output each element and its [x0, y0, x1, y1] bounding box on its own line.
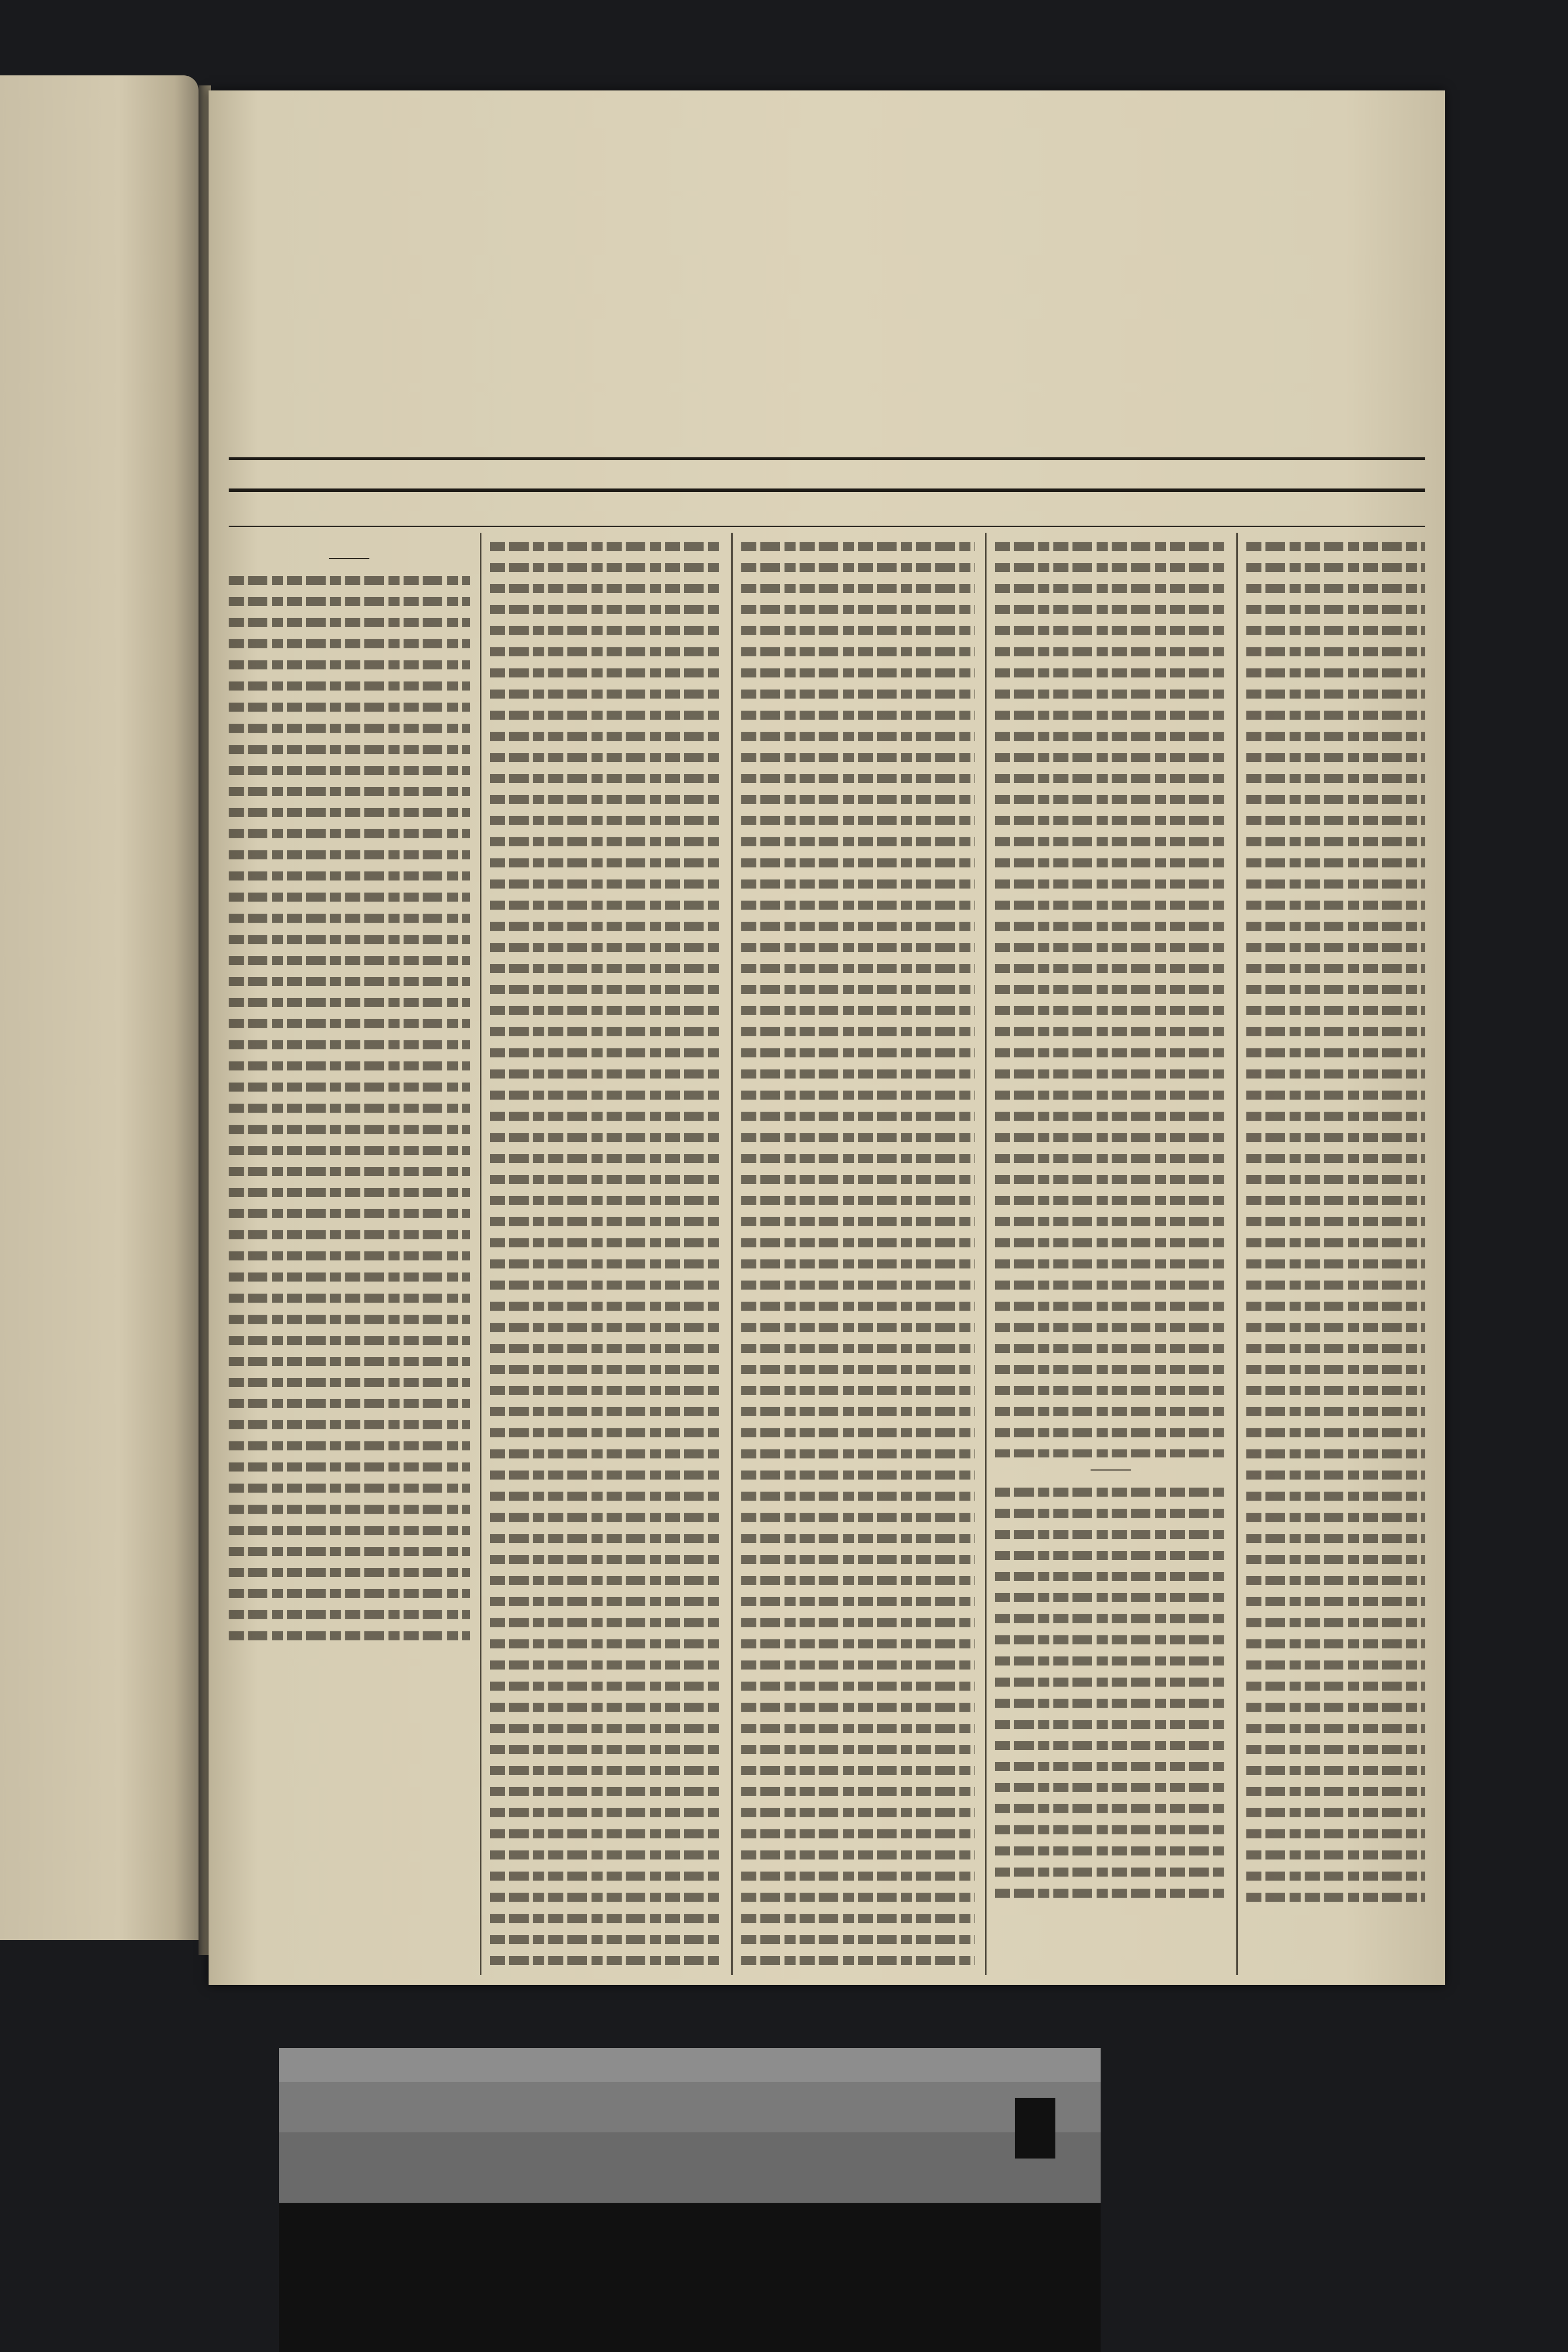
column-separator	[480, 533, 481, 1975]
column-separator	[985, 533, 987, 1975]
swatch-row-light	[279, 2198, 1101, 2288]
column-4	[995, 538, 1226, 1975]
brand-logo	[1015, 2098, 1055, 2159]
column-3	[741, 538, 975, 1975]
masthead-rule-top	[229, 457, 1425, 460]
article-text	[741, 538, 975, 1970]
column-5	[1246, 538, 1425, 1975]
left-page	[0, 75, 199, 1940]
swatch-row-dark	[279, 2289, 1101, 2352]
masthead	[209, 181, 1445, 417]
swatch-labels	[279, 2174, 1101, 2196]
left-page-table	[0, 1231, 191, 1241]
column-2	[490, 538, 721, 1975]
masthead-rule-middle	[229, 488, 1425, 492]
section-rule	[1091, 1469, 1131, 1471]
column-separator	[1236, 533, 1238, 1975]
column-separator	[731, 533, 733, 1975]
article-text	[995, 1484, 1226, 1901]
column-1	[229, 538, 470, 1975]
ruler-centimetres	[279, 2082, 1101, 2132]
masthead-rule-bottom	[229, 526, 1425, 527]
article-text	[490, 538, 721, 1970]
newspaper-page	[209, 90, 1445, 1985]
article-text	[995, 538, 1226, 1457]
article-text	[1246, 538, 1425, 1905]
article-text	[229, 572, 470, 1647]
ruler-inches	[279, 2048, 1101, 2082]
issue-bar	[229, 494, 1425, 523]
section-rule	[329, 558, 369, 559]
colour-chart	[279, 2048, 1101, 2352]
